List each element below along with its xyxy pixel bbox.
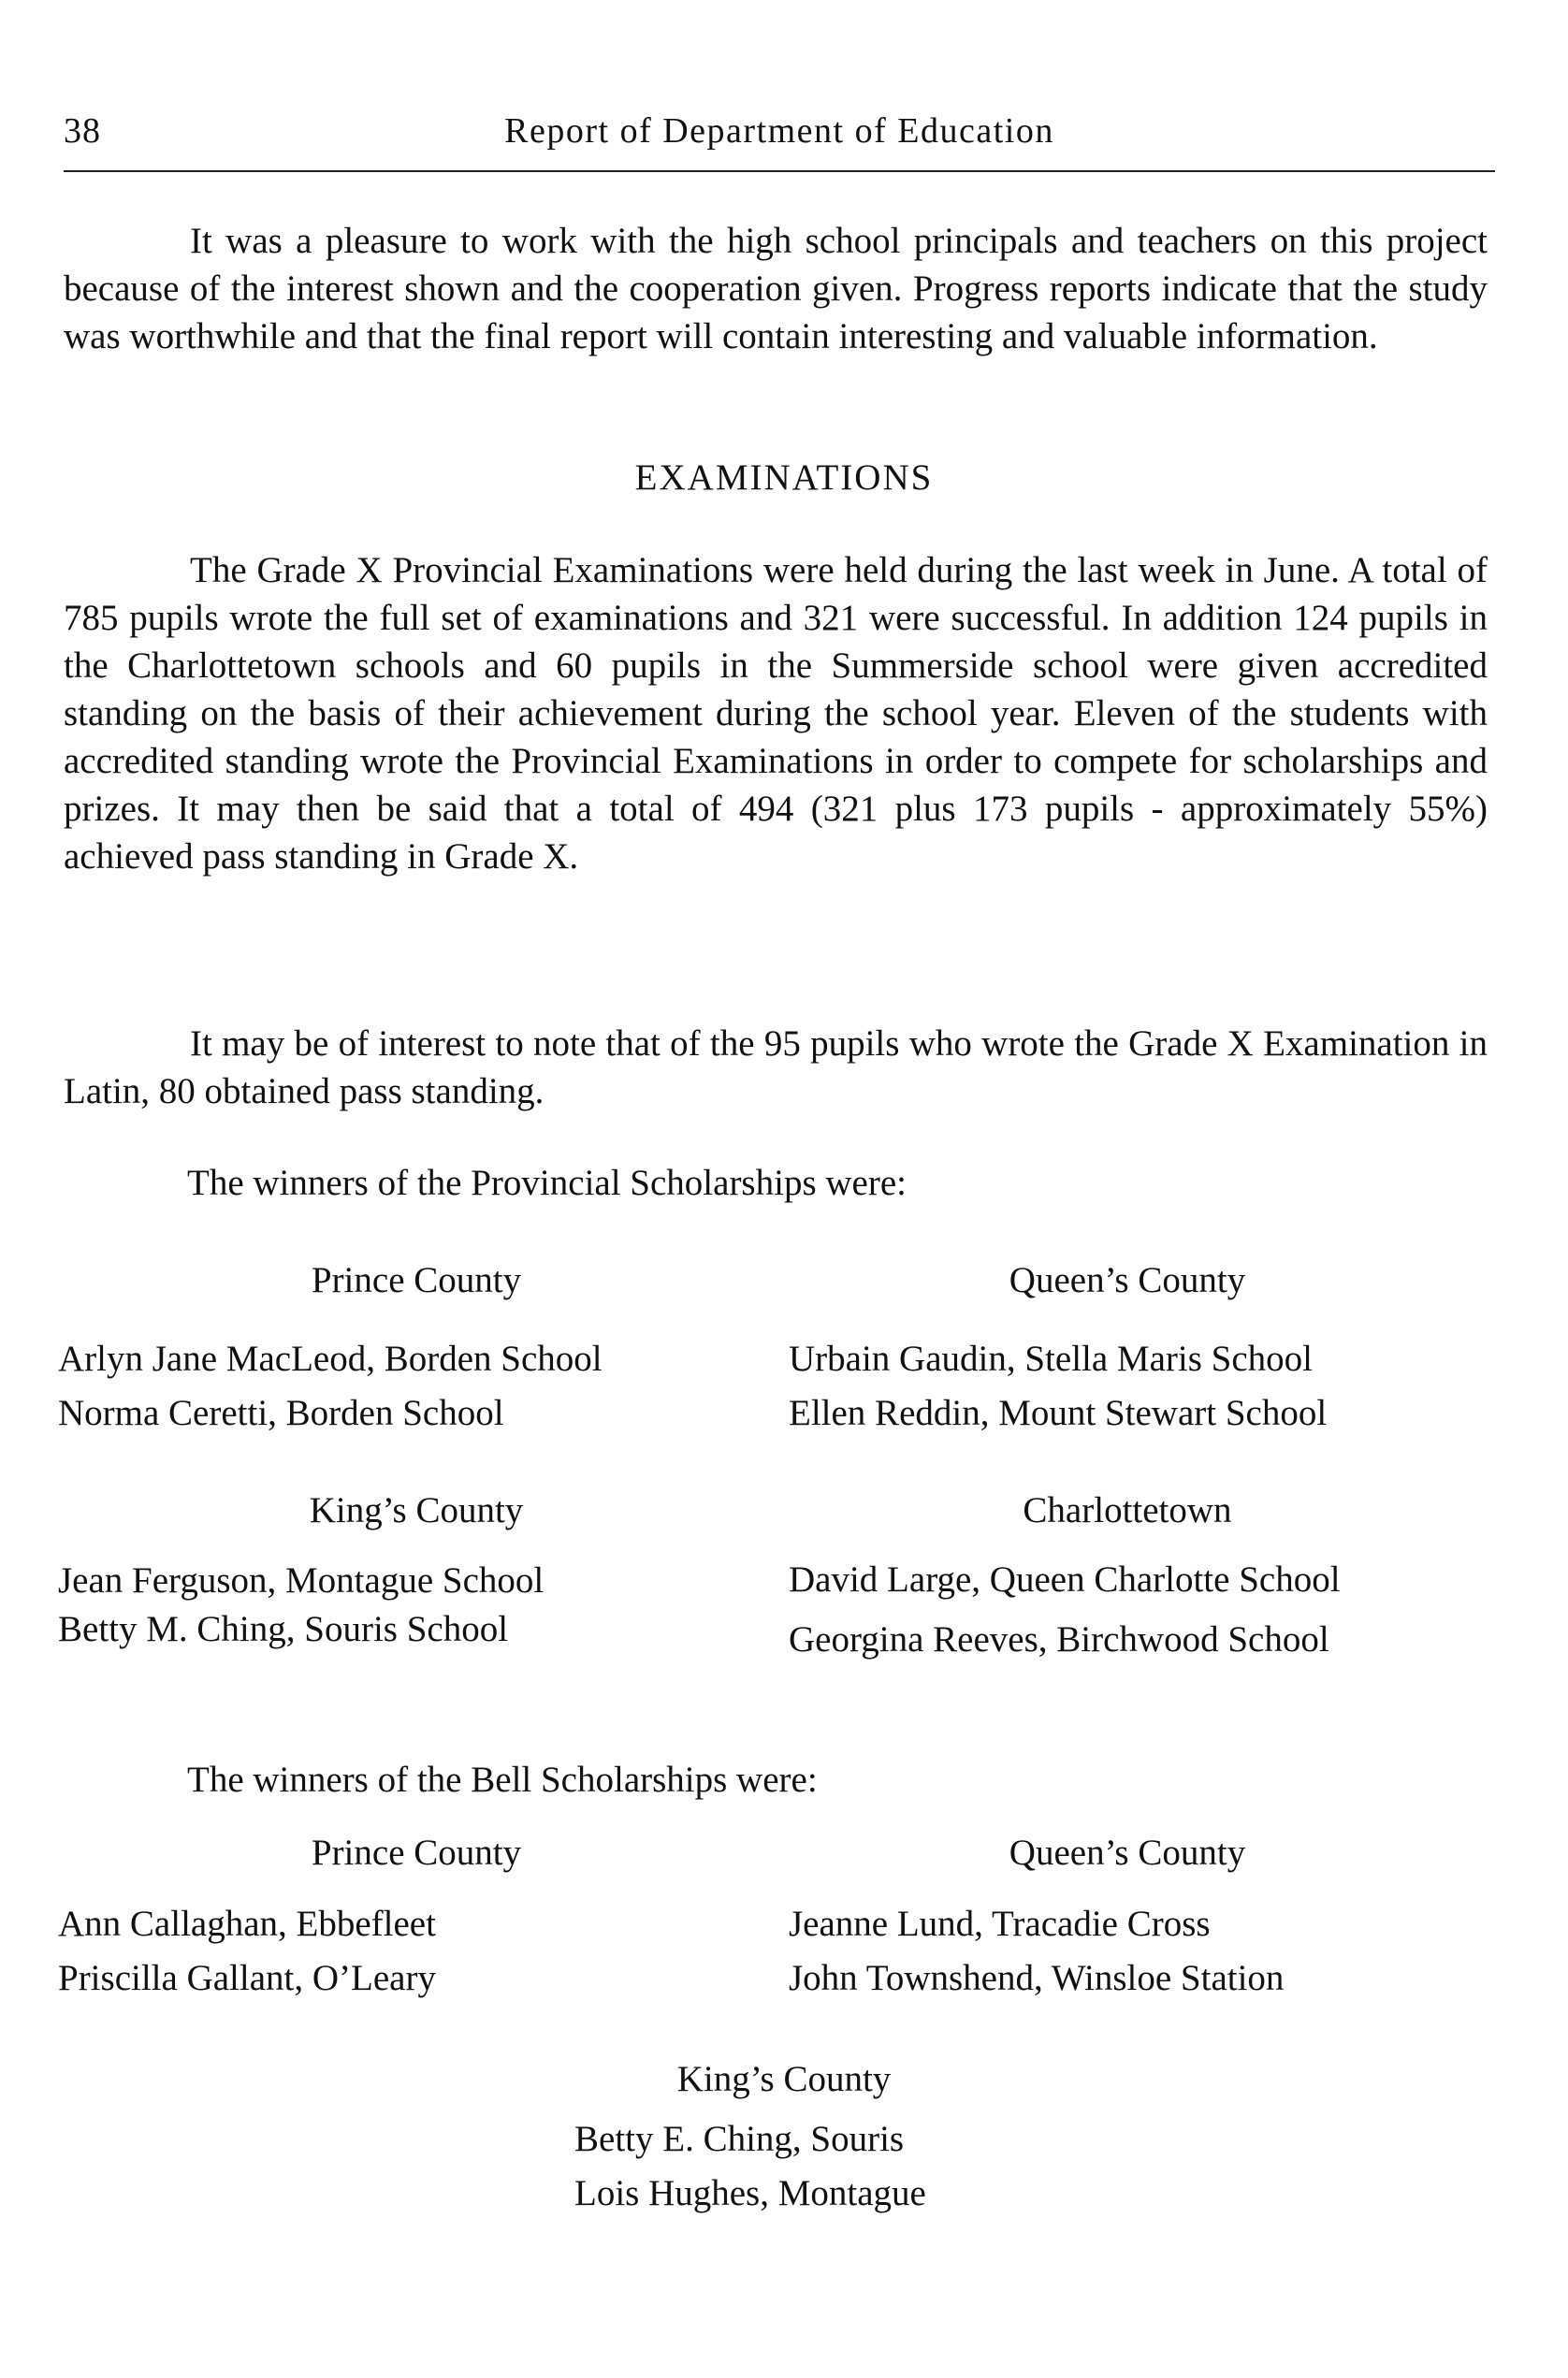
bell-queens-county-heading: Queen’s County [1009,1833,1246,1873]
header-rule [64,170,1495,172]
provincial-prince-county-heading: Prince County [311,1260,522,1300]
winner-entry: Urbain Gaudin, Stella Maris School [789,1339,1313,1379]
page-number: 38 [64,111,101,151]
provincial-kings-county-heading: King’s County [309,1490,524,1530]
winner-entry-text: David Large, Queen Charlotte School [789,1559,1341,1600]
bell-prince-county-list [58,1897,436,2006]
winner-entry: John Townshend, Winsloe Station [789,1958,1285,1998]
winner-entry: Betty M. Ching, Souris School [58,1609,509,1649]
winner-entry: Ann Callaghan, Ebbefleet [58,1904,436,1944]
provincial-kings-county-list [58,1557,544,1654]
winner-entry: Georgina Reeves, Birchwood School [789,1619,1329,1660]
paragraph-project: It was a pleasure to work with the high school principals and teachers on this project because of the interest shown and the cooperation given. Progress reports indicate that the study was worthwhile and that the final report will contain interesting and valuable information. [64,221,1488,356]
winner-entry: Norma Ceretti, Borden School [58,1393,504,1433]
provincial-scholarships-intro: The winners of the Provincial Scholarships were: [187,1163,907,1203]
bell-kings-county-list [574,2112,926,2221]
section-heading-examinations: EXAMINATIONS [634,457,934,498]
winner-entry: Jean Ferguson, Montague School [58,1560,544,1601]
provincial-queens-county-list [789,1332,1327,1441]
bell-queens-county-list [789,1897,1284,2006]
paragraph-latin: It may be of interest to note that of the 95 pupils who wrote the Grade X Examination in Latin, 80 obtained pass standing. [64,1023,1488,1111]
winner-entry: Arlyn Jane MacLeod, Borden School [58,1339,603,1379]
winner-entry: Jeanne Lund, Tracadie Cross [789,1904,1211,1944]
bell-scholarships-intro: The winners of the Bell Scholarships were: [187,1760,818,1800]
bell-kings-county-heading: King’s County [676,2059,892,2099]
provincial-queens-county-heading: Queen’s County [1009,1260,1246,1300]
winner-entry: Ellen Reddin, Mount Stewart School [789,1393,1328,1433]
running-title: Report of Department of Education [504,111,1054,151]
provincial-charlottetown-list [789,1560,1455,1667]
winner-entry: Betty E. Ching, Souris [574,2119,905,2159]
bell-prince-county-heading: Prince County [311,1833,522,1873]
winner-entry [789,1560,1455,1600]
winner-entry: Lois Hughes, Montague [574,2173,926,2213]
provincial-prince-county-list [58,1332,603,1441]
paragraph-examinations: The Grade X Provincial Examinations were held during the last week in June. A total of 785 pupils wrote the full set of examinations and 321 were successful. In addition 124 pupils in the Charlottetown schools and 60 pupils in the Summerside school were given accredited standing on the basis of their achievement during the school year. Eleven of the students with accredited standing wrote the Provincial Examinations in order to compete for scholarships and prizes. It may then be said that a total of 494 (321 plus 173 pupils - approximately 55%) achieved pass standing in Grade X. [64,550,1488,877]
provincial-charlottetown-heading: Charlottetown [1023,1490,1232,1530]
page-header [64,110,1495,176]
winner-entry: Priscilla Gallant, O’Leary [58,1958,436,1998]
